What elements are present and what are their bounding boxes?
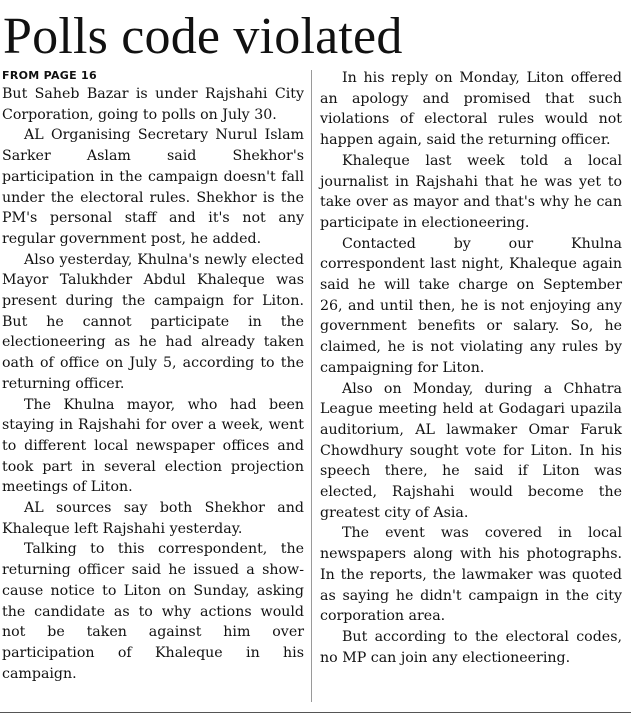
right-column xyxy=(320,68,622,668)
paragraph: The event was covered in local newspapers along with his photographs. In the reports, the lawmaker was quoted as saying he didn't campaign in the city corporation area. xyxy=(320,525,622,625)
paragraph: But according to the electoral codes, no MP can join any electioneering. xyxy=(320,628,622,666)
continuation-kicker: FROM PAGE 16 xyxy=(2,69,97,82)
left-column xyxy=(2,68,304,684)
paragraph: AL Organising Secretary Nurul Islam Sarker Aslam said Shekhor's participation in the campaign doesn't fall under the electoral rules. Shekhor is the PM's personal staff and it's not any regular government post, he added. xyxy=(2,127,304,247)
paragraph: AL sources say both Shekhor and Khaleque left Rajshahi yesterday. xyxy=(2,500,304,537)
paragraph: The Khulna mayor, who had been staying in Rajshahi for over a week, went to different local newspaper offices and took part in several election projection meetings of Liton. xyxy=(2,396,304,496)
headline: Polls code violated xyxy=(3,8,403,65)
paragraph: But Saheb Bazar is under Rajshahi City Corporation, going to polls on July 30. xyxy=(2,86,304,123)
paragraph: Khaleque last week told a local journalist in Rajshahi that he was yet to take over as mayor and that's why he can participate in electioneering. xyxy=(320,152,622,231)
paragraph: In his reply on Monday, Liton offered an apology and promised that such violations of electoral rules would not happen again, said the returning officer. xyxy=(320,70,622,149)
column-divider xyxy=(311,70,312,702)
paragraph: Contacted by our Khulna correspondent last night, Khaleque again said he will take charge on September 26, and until then, he is not enjoying any government benefits or salary. So, he claimed, he is not violating any rules by campaigning for Liton. xyxy=(320,235,622,376)
bottom-rule xyxy=(0,712,631,713)
paragraph: Also on Monday, during a Chhatra League meeting held at Godagari upazila auditorium, AL lawmaker Omar Faruk Chowdhury sought vote for Liton. In his speech there, he said if Liton was elected, Rajshahi would become the greatest city of Asia. xyxy=(320,380,622,521)
article-body xyxy=(2,68,628,708)
paragraph: Talking to this correspondent, the returning officer said he issued a show-cause notice to Liton on Sunday, asking the candidate as to why actions would not be taken against him over participation of Khaleque in his campaign. xyxy=(2,541,304,682)
paragraph: Also yesterday, Khulna's newly elected Mayor Talukhder Abdul Khaleque was present during the campaign for Liton. But he cannot participate in the electioneering as he had already taken oath of office on July 5, according to the returning officer. xyxy=(2,251,304,392)
